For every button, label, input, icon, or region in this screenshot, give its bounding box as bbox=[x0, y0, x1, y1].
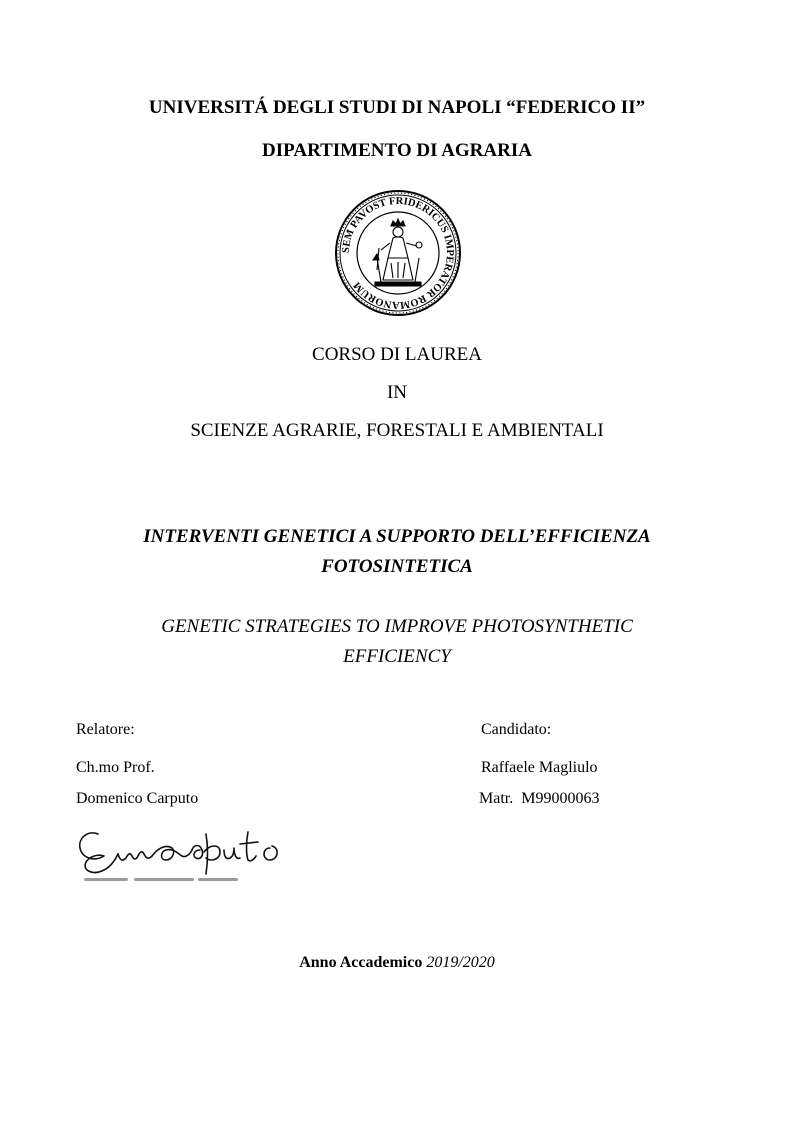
svg-text:SEM PAVOST FRIDERICUS IMPERATO bbox=[341, 196, 455, 310]
candidate-name: Raffaele Magliulo bbox=[481, 759, 598, 776]
supervisor-label: Relatore: bbox=[76, 721, 135, 738]
thesis-title-italian-line1: INTERVENTI GENETICI A SUPPORTO DELL’EFFICIENZA bbox=[143, 526, 651, 547]
handwritten-signature-icon bbox=[74, 814, 328, 886]
candidate-label: Candidato: bbox=[481, 721, 552, 738]
university-seal-icon bbox=[333, 188, 463, 318]
supervisor-title: Ch.mo Prof. bbox=[76, 759, 155, 776]
thesis-title-english-line2: EFFICIENCY bbox=[343, 646, 451, 667]
candidate-matriculation: Matr. M99000063 bbox=[479, 790, 600, 807]
course-line1: CORSO DI LAUREA bbox=[312, 344, 482, 365]
thesis-title-english-line1: GENETIC STRATEGIES TO IMPROVE PHOTOSYNTHETIC bbox=[161, 616, 633, 637]
department-name: DIPARTIMENTO DI AGRARIA bbox=[262, 140, 532, 161]
academic-year bbox=[0, 954, 794, 972]
academic-year-label: Anno Accademico bbox=[299, 954, 423, 971]
academic-year-value: 2019/2020 bbox=[426, 954, 495, 971]
thesis-title-italian-line2: FOTOSINTETICA bbox=[321, 556, 473, 577]
course-line2: IN bbox=[386, 382, 408, 403]
seal-inscription: SEM PAVOST FRIDERICUS IMPERATOR ROMANORUM bbox=[340, 195, 456, 311]
supervisor-name: Domenico Carputo bbox=[76, 790, 199, 807]
university-name: UNIVERSITÁ DEGLI STUDI DI NAPOLI “FEDERICO II” bbox=[148, 97, 646, 118]
course-name: SCIENZE AGRARIE, FORESTALI E AMBIENTALI bbox=[190, 420, 604, 441]
